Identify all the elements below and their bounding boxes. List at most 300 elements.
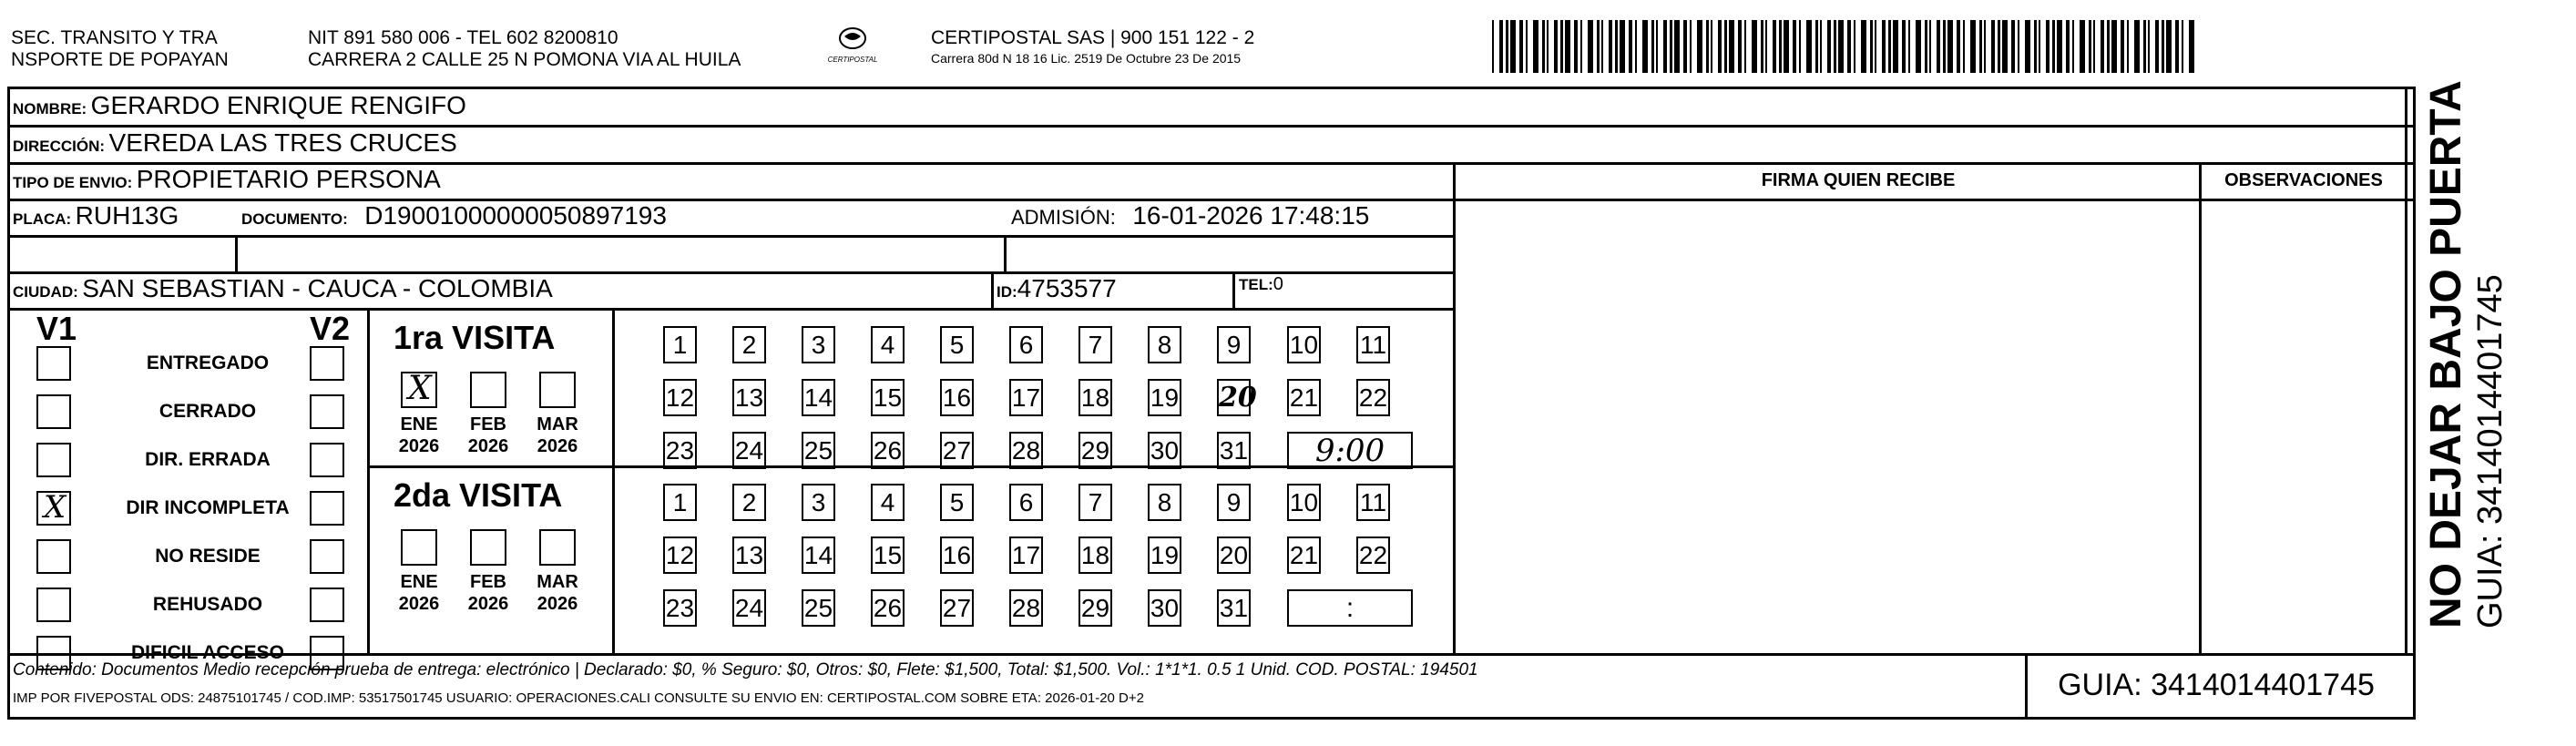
day-box-28[interactable] — [1009, 432, 1043, 469]
day-number: 10 — [1289, 488, 1319, 516]
day-number: 25 — [803, 594, 833, 622]
ciudad-value: SAN SEBASTIAN - CAUCA - COLOMBIA — [82, 274, 553, 302]
barcode-bar — [2182, 20, 2183, 73]
month-name: FEB — [470, 414, 506, 434]
day-box-27[interactable] — [940, 589, 974, 627]
barcode-bar — [1674, 20, 1680, 73]
barcode-bar — [1620, 20, 1625, 73]
month-name: ENE — [400, 414, 438, 434]
barcode-bar — [1542, 20, 1545, 73]
day-box-10[interactable] — [1287, 326, 1321, 363]
day-number: 31 — [1219, 436, 1249, 465]
barcode-bar — [2052, 20, 2055, 73]
barcode-bar — [1916, 20, 1921, 73]
barcode — [1492, 20, 2198, 73]
barcode-bar — [1773, 20, 1776, 73]
barcode-bar — [1888, 20, 1891, 73]
nit-address: NIT 891 580 006 - TEL 602 8200810 CARRERA 2 CALLE 25 N POMONA VIA AL HUILA — [308, 27, 741, 70]
day-box-13[interactable] — [732, 379, 766, 416]
day-number: 17 — [1011, 383, 1041, 412]
barcode-bar — [1711, 20, 1712, 73]
day-box-31[interactable] — [1217, 432, 1251, 469]
v1-checkbox[interactable] — [36, 443, 71, 477]
barcode-bar — [1526, 20, 1528, 73]
day-number: 20 — [1219, 541, 1249, 569]
day-number: 8 — [1157, 488, 1172, 516]
day-box-2[interactable] — [732, 484, 766, 521]
day-box-7[interactable] — [1078, 484, 1112, 521]
day-number: 3 — [811, 488, 826, 516]
barcode-bar — [2046, 20, 2050, 73]
day-number: 22 — [1358, 383, 1388, 412]
day-box-31[interactable] — [1217, 589, 1251, 627]
day-number: 12 — [665, 541, 695, 569]
barcode-bar — [1838, 20, 1844, 73]
guia-box: GUIA: 3414014401745 — [2058, 668, 2375, 702]
visit-title: 1ra VISITA — [394, 319, 556, 356]
tel-row: TEL:0 — [1239, 274, 1283, 294]
day-number: 26 — [873, 594, 903, 622]
certipostal-logo: CERTIPOSTAL — [820, 26, 885, 69]
barcode-bar — [1580, 20, 1582, 73]
day-number: 28 — [1011, 436, 1041, 465]
barcode-bar — [1957, 20, 1960, 73]
barcode-bar — [1998, 20, 2000, 73]
tipo-envio-row: TIPO DE ENVIO: PROPIETARIO PERSONA — [13, 165, 441, 193]
admision-row: ADMISIÓN: 16-01-2026 17:48:15 — [1011, 201, 1370, 230]
nombre-row: NOMBRE: GERARDO ENRIQUE RENGIFO — [13, 91, 466, 119]
day-number: 10 — [1289, 331, 1319, 359]
v2-label: V2 — [310, 310, 351, 347]
day-box-7[interactable] — [1078, 326, 1112, 363]
day-box-4[interactable] — [871, 326, 905, 363]
firma-header: FIRMA QUIEN RECIBE — [1761, 170, 1956, 190]
barcode-bar — [2072, 20, 2074, 73]
barcode-bar — [1847, 20, 1851, 73]
no-dejar-bajo-puerta: NO DEJAR BAJO PUERTA — [2422, 80, 2470, 628]
time-box[interactable] — [1287, 432, 1413, 469]
day-box-14[interactable] — [802, 379, 835, 416]
barcode-bar — [2018, 20, 2019, 73]
admision-value: 16-01-2026 17:48:15 — [1132, 201, 1370, 230]
barcode-bar — [2066, 20, 2070, 73]
barcode-bar — [1861, 20, 1866, 73]
barcode-bar — [1870, 20, 1873, 73]
barcode-bar — [2148, 20, 2150, 73]
v1-checkbox[interactable] — [36, 346, 71, 381]
day-number: 21 — [1289, 541, 1319, 569]
barcode-bar — [1815, 20, 1818, 73]
day-box-30[interactable] — [1148, 432, 1181, 469]
day-box-25[interactable] — [802, 589, 835, 627]
day-number: 5 — [949, 488, 965, 516]
day-number: 23 — [665, 594, 695, 622]
day-box-12[interactable] — [663, 537, 697, 574]
month-label — [530, 571, 585, 615]
barcode-bar — [1738, 20, 1742, 73]
day-number: 15 — [873, 383, 903, 412]
id-row: ID:4753577 — [997, 274, 1117, 302]
month-check-mark: X — [408, 370, 432, 407]
day-box-13[interactable] — [732, 537, 766, 574]
status-label: CERRADO — [158, 401, 257, 422]
barcode-bar — [1706, 20, 1709, 73]
barcode-bar — [1761, 20, 1763, 73]
barcode-bar — [1784, 20, 1789, 73]
contenido-text: Contenido: Documentos Medio recepción prueba de entrega: electrónico | Declarado: $0, % Seguro: $0, Otros: $0, Flete: $1,500, Total: $1,500. Vol.: 1*1*1. 0.5 1 Unid. COD. POSTAL: 194501 — [13, 660, 1478, 680]
barcode-bar — [1588, 20, 1593, 73]
status-label: REHUSADO — [152, 594, 263, 615]
barcode-bar — [1506, 20, 1508, 73]
barcode-bar — [2002, 20, 2008, 73]
day-number: 26 — [873, 436, 903, 465]
v2-checkbox[interactable] — [310, 539, 344, 574]
barcode-bar — [1533, 20, 1538, 73]
barcode-bar — [2155, 20, 2159, 73]
day-number: 13 — [734, 541, 764, 569]
visit-title: 2da VISITA — [394, 476, 563, 514]
imp-text: IMP POR FIVEPOSTAL ODS: 24875101745 / COD.IMP: 53517501745 USUARIO: OPERACIONES.CALI CONSULTE SU ENVIO EN: CERTIPOSTAL.COM SOBRE ETA: 2026-01-20 D+2 — [13, 690, 1144, 706]
month-label — [392, 414, 446, 457]
month-checkbox[interactable] — [470, 529, 506, 566]
day-box-26[interactable] — [871, 589, 905, 627]
day-number: 1 — [672, 331, 688, 359]
day-number: 15 — [873, 541, 903, 569]
day-number: 24 — [734, 436, 764, 465]
barcode-bar — [1670, 20, 1672, 73]
month-label — [461, 414, 516, 457]
day-number: 13 — [734, 383, 764, 412]
ciudad-row: CIUDAD: SAN SEBASTIAN - CAUCA - COLOMBIA — [13, 274, 553, 302]
month-label — [530, 414, 585, 457]
barcode-bar — [1729, 20, 1734, 73]
day-box-15[interactable] — [871, 537, 905, 574]
day-number: 4 — [880, 488, 895, 516]
day-number: 19 — [1150, 541, 1180, 569]
day-number: 4 — [880, 331, 895, 359]
day-number: 21 — [1289, 383, 1319, 412]
day-box-26[interactable] — [871, 432, 905, 469]
day-box-27[interactable] — [940, 432, 974, 469]
day-box-5[interactable] — [940, 326, 974, 363]
barcode-bar — [1834, 20, 1836, 73]
day-box-18[interactable] — [1078, 379, 1112, 416]
barcode-bar — [2143, 20, 2146, 73]
time-box[interactable] — [1287, 589, 1413, 627]
day-box-5[interactable] — [940, 484, 974, 521]
month-year: 2026 — [398, 594, 440, 614]
month-name: MAR — [537, 572, 578, 592]
barcode-bar — [1690, 20, 1692, 73]
v2-checkbox[interactable] — [310, 394, 344, 429]
day-box-14[interactable] — [802, 537, 835, 574]
status-label: ENTREGADO — [146, 353, 270, 373]
barcode-bar — [1854, 20, 1855, 73]
day-box-3[interactable] — [802, 326, 835, 363]
day-box-29[interactable] — [1078, 432, 1112, 469]
barcode-bar — [1799, 20, 1801, 73]
barcode-bar — [1656, 20, 1658, 73]
barcode-bar — [1947, 20, 1953, 73]
barcode-bar — [1929, 20, 1931, 73]
barcode-bar — [1963, 20, 1965, 73]
day-box-18[interactable] — [1078, 537, 1112, 574]
day-number: 19 — [1150, 383, 1180, 412]
day-number: 9 — [1226, 331, 1242, 359]
month-year: 2026 — [398, 436, 440, 456]
barcode-bar — [1984, 20, 1986, 73]
day-box-24[interactable] — [732, 432, 766, 469]
v2-checkbox[interactable] — [310, 588, 344, 622]
documento-value: D19001000000050897193 — [364, 201, 667, 230]
barcode-bar — [1554, 20, 1558, 73]
day-number: 14 — [803, 541, 833, 569]
barcode-bar — [1806, 20, 1812, 73]
status-label: DIR INCOMPLETA — [126, 497, 290, 518]
day-box-21[interactable] — [1287, 379, 1321, 416]
barcode-bar — [2089, 20, 2091, 73]
v1-checkbox[interactable] — [36, 588, 71, 622]
day-box-3[interactable] — [802, 484, 835, 521]
v1-check-mark: X — [44, 489, 66, 526]
barcode-bar — [2034, 20, 2037, 73]
month-year: 2026 — [467, 594, 509, 614]
barcode-bar — [1697, 20, 1702, 73]
v2-checkbox[interactable] — [310, 443, 344, 477]
barcode-bar — [1765, 20, 1767, 73]
day-box-17[interactable] — [1009, 379, 1043, 416]
agency-name: SEC. TRANSITO Y TRA NSPORTE DE POPAYAN — [11, 27, 229, 70]
day-box-12[interactable] — [663, 379, 697, 416]
barcode-bar — [1499, 20, 1503, 73]
month-checkbox[interactable] — [539, 372, 576, 408]
day-number: 6 — [1018, 488, 1034, 516]
barcode-bar — [1827, 20, 1831, 73]
barcode-icon — [1492, 20, 2198, 73]
day-number: 14 — [803, 383, 833, 412]
day-number: 31 — [1219, 594, 1249, 622]
barcode-bar — [1902, 20, 1906, 73]
day-box-6[interactable] — [1009, 484, 1043, 521]
barcode-bar — [1893, 20, 1898, 73]
barcode-bar — [1519, 20, 1523, 73]
day-number: 27 — [942, 594, 972, 622]
month-label — [392, 571, 446, 615]
barcode-bar — [2093, 20, 2095, 73]
barcode-bar — [1597, 20, 1600, 73]
barcode-bar — [1574, 20, 1578, 73]
side-guia: GUIA: 3414014401745 — [2471, 274, 2510, 628]
day-box-19[interactable] — [1148, 379, 1181, 416]
month-checkbox[interactable] — [539, 529, 576, 566]
barcode-bar — [1943, 20, 1946, 73]
day-number: 7 — [1088, 488, 1103, 516]
day-number: 30 — [1150, 594, 1180, 622]
day-box-21[interactable] — [1287, 537, 1321, 574]
barcode-bar — [1724, 20, 1727, 73]
barcode-bar — [1560, 20, 1563, 73]
barcode-bar — [1629, 20, 1632, 73]
status-label: DIFICIL ACCESO — [130, 642, 284, 663]
day-number: 3 — [811, 331, 826, 359]
day-box-23[interactable] — [663, 432, 697, 469]
barcode-bar — [1937, 20, 1940, 73]
barcode-bar — [1991, 20, 1995, 73]
day-box-9[interactable] — [1217, 484, 1251, 521]
day-box-10[interactable] — [1287, 484, 1321, 521]
barcode-bar — [1492, 20, 1494, 73]
barcode-bar — [1547, 20, 1549, 73]
day-box-8[interactable] — [1148, 326, 1181, 363]
observaciones-header: OBSERVACIONES — [2224, 170, 2383, 190]
day-box-6[interactable] — [1009, 326, 1043, 363]
barcode-bar — [1651, 20, 1654, 73]
barcode-bar — [1718, 20, 1722, 73]
nombre-value: GERARDO ENRIQUE RENGIFO — [90, 91, 466, 119]
status-label: NO RESIDE — [155, 546, 261, 567]
v1-checkbox[interactable] — [36, 539, 71, 574]
barcode-bar — [1635, 20, 1637, 73]
day-number: 12 — [665, 383, 695, 412]
barcode-bar — [2162, 20, 2164, 73]
barcode-bar — [2134, 20, 2140, 73]
day-number: 24 — [734, 594, 764, 622]
barcode-bar — [1908, 20, 1910, 73]
barcode-bar — [2121, 20, 2124, 73]
month-name: ENE — [400, 572, 438, 592]
company-info: CERTIPOSTAL SAS | 900 151 122 - 2 Carrera 80d N 18 16 Lic. 2519 De Octubre 23 De 2015 — [931, 27, 1255, 66]
day-box-8[interactable] — [1148, 484, 1181, 521]
day-box-22[interactable] — [1356, 379, 1390, 416]
day-number: 1 — [672, 488, 688, 516]
barcode-bar — [2101, 20, 2104, 73]
day-box-22[interactable] — [1356, 537, 1390, 574]
month-label — [461, 571, 516, 615]
placa-value: RUH13G — [75, 201, 179, 230]
day-box-2[interactable] — [732, 326, 766, 363]
barcode-bar — [2175, 20, 2179, 73]
day-box-9[interactable] — [1217, 326, 1251, 363]
barcode-bar — [2039, 20, 2040, 73]
day-box-25[interactable] — [802, 432, 835, 469]
day-number: 9 — [1226, 488, 1242, 516]
barcode-bar — [1663, 20, 1667, 73]
day-number: 2 — [741, 331, 757, 359]
time-value: 9:00 — [1314, 433, 1385, 469]
day-number: 11 — [1359, 488, 1387, 516]
barcode-bar — [2011, 20, 2015, 73]
time-value: : — [1345, 593, 1354, 623]
day-number: 17 — [1011, 541, 1041, 569]
barcode-bar — [1510, 20, 1516, 73]
day-box-11[interactable] — [1356, 326, 1390, 363]
day-box-20[interactable] — [1217, 379, 1257, 416]
v1-checkbox[interactable] — [36, 394, 71, 429]
day-box-17[interactable] — [1009, 537, 1043, 574]
barcode-bar — [1609, 20, 1612, 73]
month-year: 2026 — [537, 436, 578, 456]
id-value: 4753577 — [1017, 274, 1117, 302]
day-number: 5 — [949, 331, 965, 359]
day-number: 20 — [1219, 382, 1257, 414]
month-checkbox[interactable] — [401, 372, 437, 408]
day-number: 16 — [942, 383, 972, 412]
v1-label: V1 — [36, 310, 77, 347]
day-number: 22 — [1358, 541, 1388, 569]
day-box-16[interactable] — [940, 379, 974, 416]
day-box-15[interactable] — [871, 379, 905, 416]
day-number: 30 — [1150, 436, 1180, 465]
day-box-11[interactable] — [1356, 484, 1390, 521]
day-box-23[interactable] — [663, 589, 697, 627]
direccion-value: VEREDA LAS TRES CRUCES — [108, 128, 457, 157]
v2-checkbox[interactable] — [310, 491, 344, 526]
barcode-bar — [1615, 20, 1618, 73]
day-number: 11 — [1359, 331, 1387, 359]
day-box-1[interactable] — [663, 326, 697, 363]
day-box-19[interactable] — [1148, 537, 1181, 574]
day-number: 28 — [1011, 594, 1041, 622]
barcode-bar — [1601, 20, 1603, 73]
barcode-bar — [2127, 20, 2129, 73]
day-number: 16 — [942, 541, 972, 569]
barcode-bar — [2080, 20, 2085, 73]
barcode-bar — [1979, 20, 1982, 73]
month-checkbox[interactable] — [401, 529, 437, 566]
day-number: 27 — [942, 436, 972, 465]
barcode-bar — [1683, 20, 1687, 73]
barcode-bar — [1875, 20, 1876, 73]
barcode-bar — [2189, 20, 2194, 73]
status-label: DIR. ERRADA — [145, 449, 271, 470]
day-box-28[interactable] — [1009, 589, 1043, 627]
day-number: 23 — [665, 436, 695, 465]
month-name: FEB — [470, 572, 506, 592]
day-box-24[interactable] — [732, 589, 766, 627]
barcode-bar — [1565, 20, 1570, 73]
day-box-20[interactable] — [1217, 537, 1251, 574]
day-number: 29 — [1080, 594, 1110, 622]
day-number: 29 — [1080, 436, 1110, 465]
day-number: 8 — [1157, 331, 1172, 359]
day-box-30[interactable] — [1148, 589, 1181, 627]
barcode-bar — [1752, 20, 1757, 73]
barcode-bar — [2107, 20, 2110, 73]
v1-checkbox[interactable] — [36, 491, 71, 526]
barcode-bar — [2057, 20, 2062, 73]
barcode-bar — [1882, 20, 1886, 73]
month-name: MAR — [537, 414, 578, 434]
day-box-4[interactable] — [871, 484, 905, 521]
month-checkbox[interactable] — [470, 372, 506, 408]
day-box-16[interactable] — [940, 537, 974, 574]
day-number: 2 — [741, 488, 757, 516]
barcode-bar — [1744, 20, 1746, 73]
documento-row: DOCUMENTO: D19001000000050897193 — [241, 201, 667, 230]
barcode-bar — [1793, 20, 1796, 73]
barcode-bar — [2025, 20, 2030, 73]
direccion-row: DIRECCIÓN: VEREDA LAS TRES CRUCES — [13, 128, 457, 157]
tel-value: 0 — [1273, 274, 1283, 294]
day-number: 18 — [1080, 383, 1110, 412]
day-box-1[interactable] — [663, 484, 697, 521]
day-number: 18 — [1080, 541, 1110, 569]
barcode-bar — [1820, 20, 1822, 73]
barcode-bar — [1779, 20, 1782, 73]
v2-checkbox[interactable] — [310, 346, 344, 381]
day-box-29[interactable] — [1078, 589, 1112, 627]
day-number: 25 — [803, 436, 833, 465]
